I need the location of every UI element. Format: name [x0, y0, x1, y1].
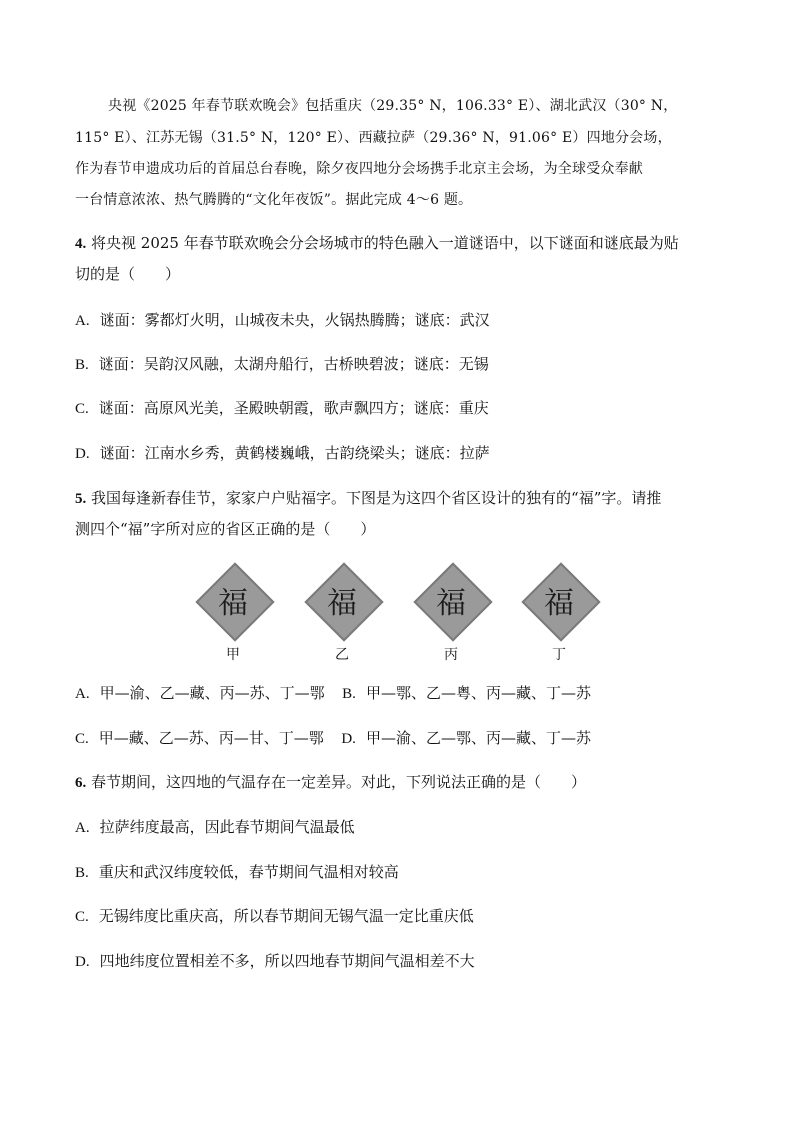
fu-tile-yi: [302, 560, 382, 640]
option-text: 甲—鄂、乙—粤、丙—藏、丁—苏: [365, 684, 591, 702]
fu-glyph: 福: [327, 586, 357, 621]
fu-tile-ding: [519, 560, 599, 640]
q6-option-b[interactable]: [75, 862, 399, 883]
label-jia: 甲: [226, 647, 240, 663]
q5-option-b[interactable]: [342, 684, 591, 702]
q5-options-row-2: [75, 728, 591, 749]
option-text: 甲—藏、乙—苏、丙—甘、丁—鄂: [98, 729, 324, 747]
option-text: 甲—渝、乙—藏、丙—苏、丁—鄂: [99, 684, 325, 702]
option-letter: B.: [75, 357, 89, 373]
q6-stem: [75, 772, 586, 793]
fu-glyph: 福: [436, 586, 466, 621]
option-letter: C.: [75, 909, 89, 925]
q4-stem-line-2: 切的是（ ）: [75, 265, 181, 283]
option-text: 谜面：高原风光美，圣殿映朝霞，歌声飘四方；谜底：重庆: [98, 399, 489, 417]
fu-glyph: 福: [544, 586, 574, 621]
label-yi: 乙: [335, 647, 349, 663]
q5-option-a[interactable]: [75, 684, 325, 702]
q5-stem-line-2: 测四个“福”字所对应的省区正确的是（ ）: [75, 520, 376, 538]
option-text: 谜面：江南水乡秀，黄鹤楼巍峨，古韵绕梁头；谜底：拉萨: [99, 444, 490, 462]
option-text: 重庆和武汉纬度较低，春节期间气温相对较高: [98, 863, 399, 881]
option-letter: A.: [75, 686, 90, 702]
label-ding: 丁: [552, 647, 566, 663]
option-letter: D.: [75, 954, 90, 970]
option-letter: C.: [75, 401, 89, 417]
option-text: 拉萨纬度最高，因此春节期间气温最低: [99, 818, 355, 836]
q6-number: 6.: [75, 775, 87, 791]
q5-options-row-1: [75, 683, 591, 704]
q4-stem-text: 将央视 2025 年春节联欢晚会分会场城市的特色融入一道谜语中，以下谜面和谜底最为贴: [91, 234, 679, 252]
option-text: 无锡纬度比重庆高，所以春节期间无锡气温一定比重庆低: [98, 907, 474, 925]
intro-line-3: 作为春节申遗成功后的首届总台春晚，除夕夜四地分会场携手北京主会场，为全球受众奉献: [75, 161, 643, 177]
option-text: 四地纬度位置相差不多，所以四地春节期间气温相差不大: [99, 952, 475, 970]
q5-option-d[interactable]: [341, 729, 591, 747]
q6-option-a[interactable]: [75, 817, 355, 838]
q4-option-d[interactable]: [75, 443, 490, 464]
fu-tile-bing: [411, 560, 491, 640]
option-letter: B.: [75, 865, 89, 881]
q5-option-c[interactable]: [75, 729, 324, 747]
fu-glyph: 福: [218, 586, 248, 621]
fu-tile-jia: [193, 560, 273, 640]
option-text: 甲—渝、乙—鄂、丙—藏、丁—苏: [365, 729, 591, 747]
option-text: 谜面：吴韵汉风融，太湖舟船行，古桥映碧波；谜底：无锡: [98, 355, 489, 373]
q4-stem-line-1: [75, 233, 679, 254]
option-letter: D.: [75, 446, 90, 462]
q5-number: 5.: [75, 491, 87, 507]
option-letter: B.: [342, 686, 356, 702]
intro-line-2: 115° E）、江苏无锡（31.5° N，120° E）、西藏拉萨（29.36° N，91.06° E）四地分会场，: [75, 130, 672, 146]
option-letter: A.: [75, 820, 90, 836]
label-bing: 丙: [444, 647, 458, 663]
option-letter: C.: [75, 731, 89, 747]
q6-stem-text: 春节期间，这四地的气温存在一定差异。对此，下列说法正确的是（ ）: [91, 773, 587, 791]
fu-figure: [0, 560, 794, 663]
q6-option-d[interactable]: [75, 951, 475, 972]
intro-line-1: 央视《2025 年春节联欢晚会》包括重庆（29.35° N，106.33° E）、湖北武汉（30° N，: [108, 98, 678, 114]
q5-stem-line-1: [75, 488, 661, 509]
intro-line-4: 一台情意浓浓、热气腾腾的“文化年夜饭”。据此完成 4～6 题。: [75, 192, 473, 208]
q4-option-b[interactable]: [75, 354, 489, 375]
q4-option-a[interactable]: [75, 310, 490, 331]
option-letter: D.: [341, 731, 356, 747]
q6-option-c[interactable]: [75, 906, 474, 927]
option-text: 谜面：雾都灯火明，山城夜未央，火锅热腾腾；谜底：武汉: [99, 311, 490, 329]
q4-number: 4.: [75, 236, 87, 252]
option-letter: A.: [75, 313, 90, 329]
q4-option-c[interactable]: [75, 398, 489, 419]
q5-stem-text: 我国每逢新春佳节，家家户户贴福字。下图是为这四个省区设计的独有的“福”字。请推: [91, 489, 662, 507]
